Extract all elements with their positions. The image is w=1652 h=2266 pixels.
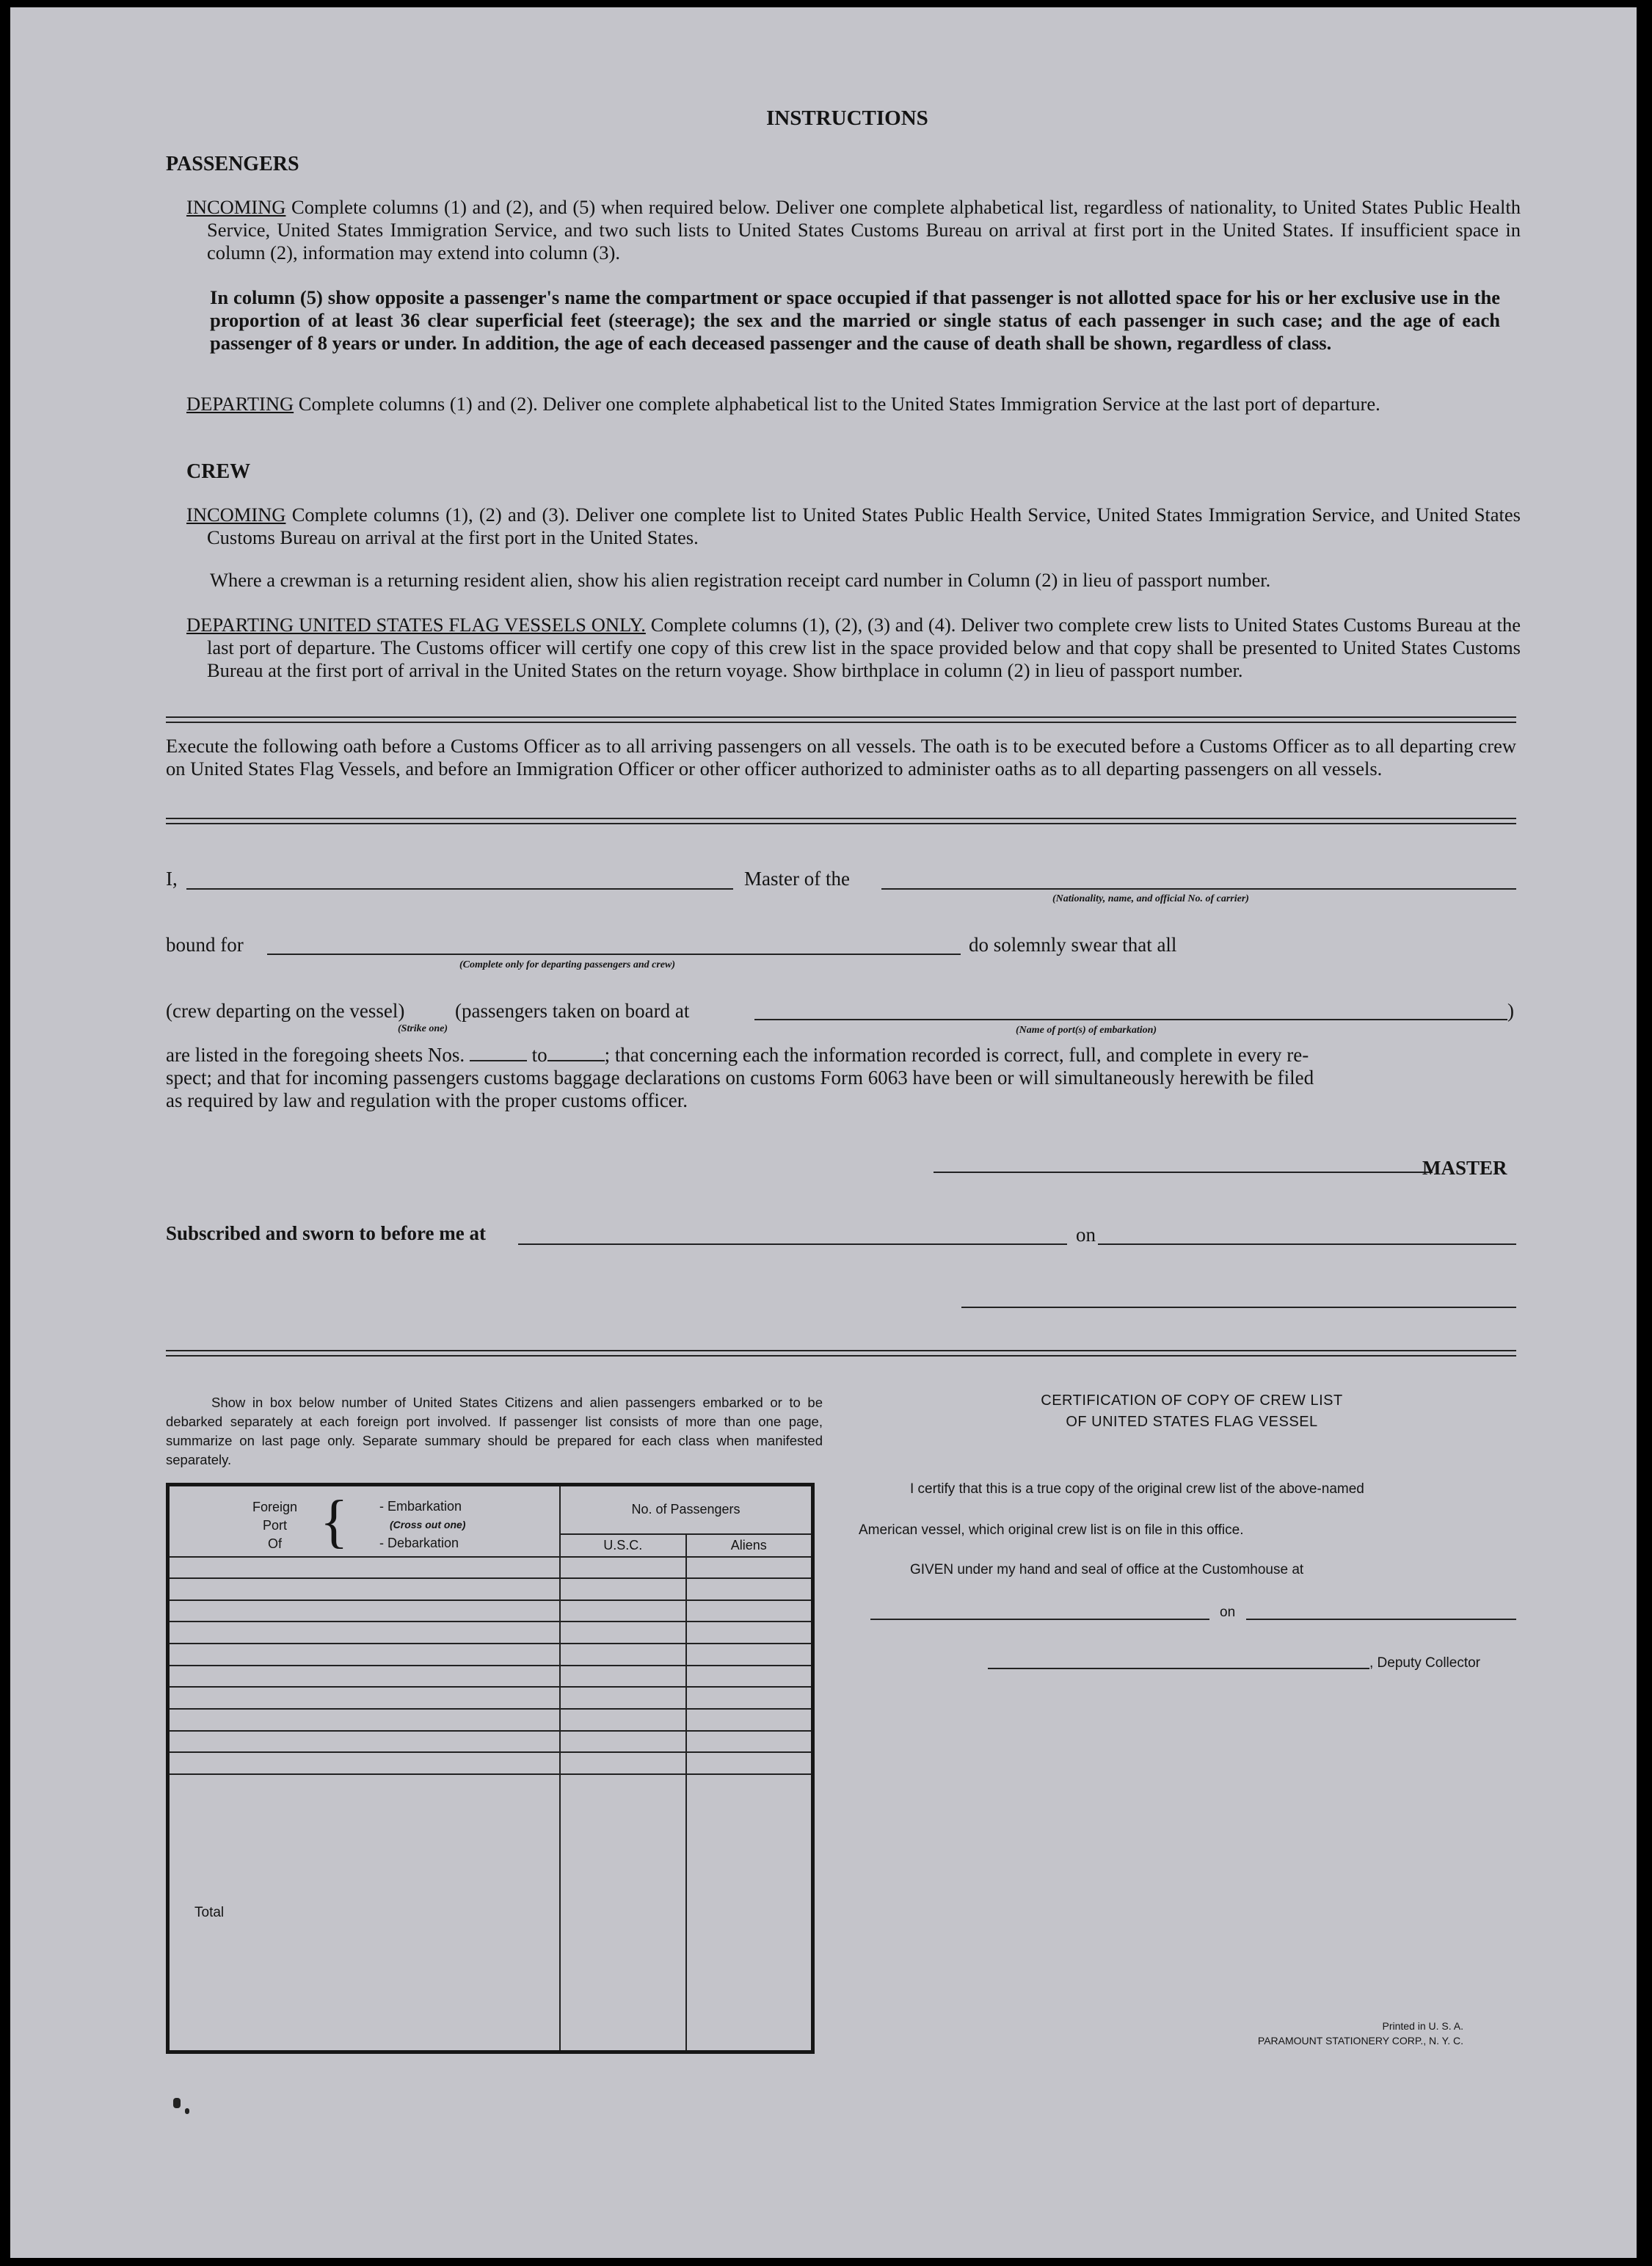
printer-imprint bbox=[1185, 2019, 1463, 2048]
sheets-text-line3: as required by law and regulation with the proper customs officer. bbox=[166, 1089, 688, 1111]
crew-heading: CREW bbox=[186, 460, 251, 483]
summary-instructions: Show in box below number of United States Citizens and alien passengers embarked or to be debarked separately at each foreign port involved. If passenger list consists of more than one page, summarize on last page only. Separate summary should be prepared for each class when manifested separately. bbox=[166, 1395, 823, 1467]
usc-cell[interactable] bbox=[560, 1622, 685, 1644]
carrier-field[interactable] bbox=[881, 888, 1516, 890]
scan-speck bbox=[185, 2108, 189, 2114]
printer-name: PARAMOUNT STATIONERY CORP., N. Y. C. bbox=[1257, 2035, 1463, 2047]
usc-cell[interactable] bbox=[560, 1687, 685, 1709]
usc-cell[interactable] bbox=[560, 1709, 685, 1731]
usc-cell[interactable] bbox=[560, 1666, 685, 1688]
port-cell[interactable] bbox=[168, 1600, 561, 1622]
swear-label: do solemnly swear that all bbox=[969, 934, 1177, 956]
certification-title-line2: OF UNITED STATES FLAG VESSEL bbox=[1066, 1414, 1318, 1430]
foreign-port-header bbox=[168, 1485, 561, 1557]
debarkation-option[interactable]: - Debarkation bbox=[379, 1536, 459, 1550]
brace-icon: { bbox=[320, 1489, 349, 1554]
port-cell[interactable] bbox=[168, 1622, 561, 1644]
usc-cell[interactable] bbox=[560, 1578, 685, 1600]
port-cell[interactable] bbox=[168, 1752, 561, 1774]
section-divider bbox=[166, 818, 1516, 824]
usc-cell[interactable] bbox=[560, 1600, 685, 1622]
bound-for-label: bound for bbox=[166, 934, 244, 956]
aliens-header: Aliens bbox=[686, 1534, 813, 1557]
no-passengers-header: No. of Passengers bbox=[560, 1485, 812, 1534]
of-label: Of bbox=[268, 1536, 283, 1551]
crew-departing-text: Complete columns (1), (2), (3) and (4). Deliver two complete crew lists to United States Customs Bureau at the last port of departure. The Customs officer will certify one copy of this crew list in the space provided below and that copy shall be presented to United States Customs Bureau at the first port of arrival in the United States on the return voyage. Show birthplace in column (2) in lieu of passport number. bbox=[207, 614, 1521, 681]
crew-incoming-text: Complete columns (1), (2) and (3). Deliver one complete list to United States Public Health Service, United States Immigration Service, and United States Customs Bureau on arrival at the first port in the United States. bbox=[207, 504, 1521, 548]
certification-title bbox=[862, 1390, 1522, 1433]
section-divider bbox=[166, 1350, 1516, 1357]
port-cell[interactable] bbox=[168, 1557, 561, 1579]
crew-incoming-label: INCOMING bbox=[186, 504, 286, 526]
aliens-cell[interactable] bbox=[686, 1731, 813, 1753]
aliens-cell[interactable] bbox=[686, 1687, 813, 1709]
oath-i-label: I, bbox=[166, 868, 178, 890]
certification-line1: I certify that this is a true copy of the original crew list of the above-named bbox=[910, 1481, 1364, 1497]
certification-line2: American vessel, which original crew list is on file in this office. bbox=[859, 1522, 1244, 1538]
master-of-the-label: Master of the bbox=[744, 868, 850, 890]
certification-on-label: on bbox=[1220, 1605, 1236, 1620]
usc-total-cell[interactable] bbox=[560, 1774, 685, 2052]
deputy-collector-label: , Deputy Collector bbox=[1369, 1655, 1481, 1671]
master-label: MASTER bbox=[1422, 1157, 1507, 1179]
passengers-departing-text: Complete columns (1) and (2). Deliver one complete alphabetical list to the United States Immigration Service at the last port of departure. bbox=[298, 393, 1380, 415]
master-signature-field[interactable] bbox=[934, 1172, 1433, 1173]
sworn-date-field[interactable] bbox=[1098, 1243, 1516, 1245]
usc-cell[interactable] bbox=[560, 1557, 685, 1579]
sworn-on-label: on bbox=[1076, 1224, 1096, 1246]
aliens-cell[interactable] bbox=[686, 1709, 813, 1731]
section-divider bbox=[166, 716, 1516, 723]
sheets-to-field[interactable] bbox=[547, 1060, 605, 1061]
sheets-text-a: are listed in the foregoing sheets Nos. bbox=[166, 1044, 465, 1066]
passengers-column5-paragraph: In column (5) show opposite a passenger's name the compartment or space occupied if that passenger is not allotted space for his or her exclusive use in the proportion of at least 36 clear superficial feet (steerage); the sex and the married or single status of each passenger in such case; and the age of each passenger of 8 years or under. In addition, the age of each deceased passenger and the cause of death shall be shown, regardless of class. bbox=[210, 286, 1500, 354]
passenger-summary-table bbox=[166, 1483, 815, 2054]
certification-title-line1: CERTIFICATION OF COPY OF CREW LIST bbox=[1041, 1392, 1343, 1409]
cross-out-hint: (Cross out one) bbox=[390, 1519, 466, 1530]
embarkation-option[interactable]: - Embarkation bbox=[379, 1499, 462, 1514]
usc-cell[interactable] bbox=[560, 1752, 685, 1774]
scan-speck bbox=[173, 2098, 181, 2108]
close-paren: ) bbox=[1507, 1000, 1514, 1022]
subscribed-label: Subscribed and sworn to before me at bbox=[166, 1222, 487, 1244]
aliens-total-cell[interactable] bbox=[686, 1774, 813, 2052]
crew-departing-option[interactable]: (crew departing on the vessel) bbox=[166, 1000, 405, 1022]
customhouse-field[interactable] bbox=[870, 1619, 1209, 1620]
passengers-incoming-paragraph bbox=[186, 196, 1521, 264]
aliens-cell[interactable] bbox=[686, 1752, 813, 1774]
sworn-place-field[interactable] bbox=[518, 1243, 1067, 1245]
master-name-field[interactable] bbox=[186, 888, 733, 890]
passengers-incoming-label: INCOMING bbox=[186, 196, 286, 218]
crew-incoming-paragraph bbox=[186, 504, 1521, 549]
bound-for-hint: (Complete only for departing passengers and crew) bbox=[459, 959, 675, 970]
crew-departing-paragraph bbox=[186, 614, 1521, 682]
port-cell[interactable] bbox=[168, 1709, 561, 1731]
aliens-cell[interactable] bbox=[686, 1600, 813, 1622]
aliens-cell[interactable] bbox=[686, 1666, 813, 1688]
crew-departing-label: DEPARTING UNITED STATES FLAG VESSELS ONLY. bbox=[186, 614, 646, 636]
sheets-text-b: ; that concerning each the information recorded is correct, full, and complete in every re- bbox=[604, 1044, 1309, 1066]
sheets-to-label: to bbox=[531, 1044, 547, 1066]
port-cell[interactable] bbox=[168, 1666, 561, 1688]
sheets-text bbox=[166, 1044, 1309, 1067]
aliens-cell[interactable] bbox=[686, 1557, 813, 1579]
total-label: Total bbox=[168, 1774, 561, 2052]
usc-cell[interactable] bbox=[560, 1731, 685, 1753]
crew-resident-paragraph: Where a crewman is a returning resident alien, show his alien registration receipt card number in Column (2) in lieu of passport number. bbox=[210, 569, 1271, 591]
passengers-incoming-text: Complete columns (1) and (2), and (5) when required below. Deliver one complete alphabetical list, regardless of nationality, to United States Public Health Service, United States Immigration Service, and two such lists to United States Customs Bureau on arrival at first port in the United States. If insufficient space in column (2), information may extend into column (3). bbox=[207, 196, 1521, 264]
sheets-text-line2: spect; and that for incoming passengers customs baggage declarations on customs Form 6063 have been or will simultaneously herewith be filed bbox=[166, 1067, 1314, 1089]
port-label: Port bbox=[263, 1518, 288, 1533]
port-cell[interactable] bbox=[168, 1578, 561, 1600]
aliens-cell[interactable] bbox=[686, 1644, 813, 1666]
strike-one-hint: (Strike one) bbox=[398, 1023, 448, 1034]
sheets-from-field[interactable] bbox=[470, 1060, 527, 1061]
deputy-signature-field[interactable] bbox=[988, 1668, 1369, 1669]
port-cell[interactable] bbox=[168, 1644, 561, 1666]
passengers-taken-option[interactable]: (passengers taken on board at bbox=[455, 1000, 690, 1022]
port-cell[interactable] bbox=[168, 1731, 561, 1753]
oath-instructions: Execute the following oath before a Customs Officer as to all arriving passengers on all vessels. The oath is to be executed before a Customs Officer as to all departing crew on United States Flag Vessels, and before an Immigration Officer or other officer authorized to administer oaths as to all departing passengers on all vessels. bbox=[166, 735, 1516, 780]
form-page bbox=[10, 7, 1637, 2258]
certification-line3: GIVEN under my hand and seal of office at the Customhouse at bbox=[910, 1562, 1304, 1577]
usc-cell[interactable] bbox=[560, 1644, 685, 1666]
port-cell[interactable] bbox=[168, 1687, 561, 1709]
printed-in-usa: Printed in U. S. A. bbox=[1382, 2020, 1463, 2032]
officer-signature-field[interactable] bbox=[961, 1307, 1516, 1308]
passengers-departing-paragraph bbox=[186, 393, 1521, 415]
foreign-label: Foreign bbox=[252, 1500, 298, 1514]
aliens-cell[interactable] bbox=[686, 1578, 813, 1600]
usc-header: U.S.C. bbox=[560, 1534, 685, 1557]
certification-date-field[interactable] bbox=[1246, 1619, 1516, 1620]
bound-for-field[interactable] bbox=[267, 954, 961, 955]
embarkation-port-field[interactable] bbox=[754, 1019, 1507, 1020]
passengers-departing-label: DEPARTING bbox=[186, 393, 294, 415]
page-title: INSTRUCTIONS bbox=[766, 106, 928, 130]
aliens-cell[interactable] bbox=[686, 1622, 813, 1644]
port-hint: (Name of port(s) of embarkation) bbox=[1016, 1025, 1157, 1036]
carrier-hint: (Nationality, name, and official No. of carrier) bbox=[1052, 893, 1249, 904]
passengers-heading: PASSENGERS bbox=[166, 153, 299, 175]
